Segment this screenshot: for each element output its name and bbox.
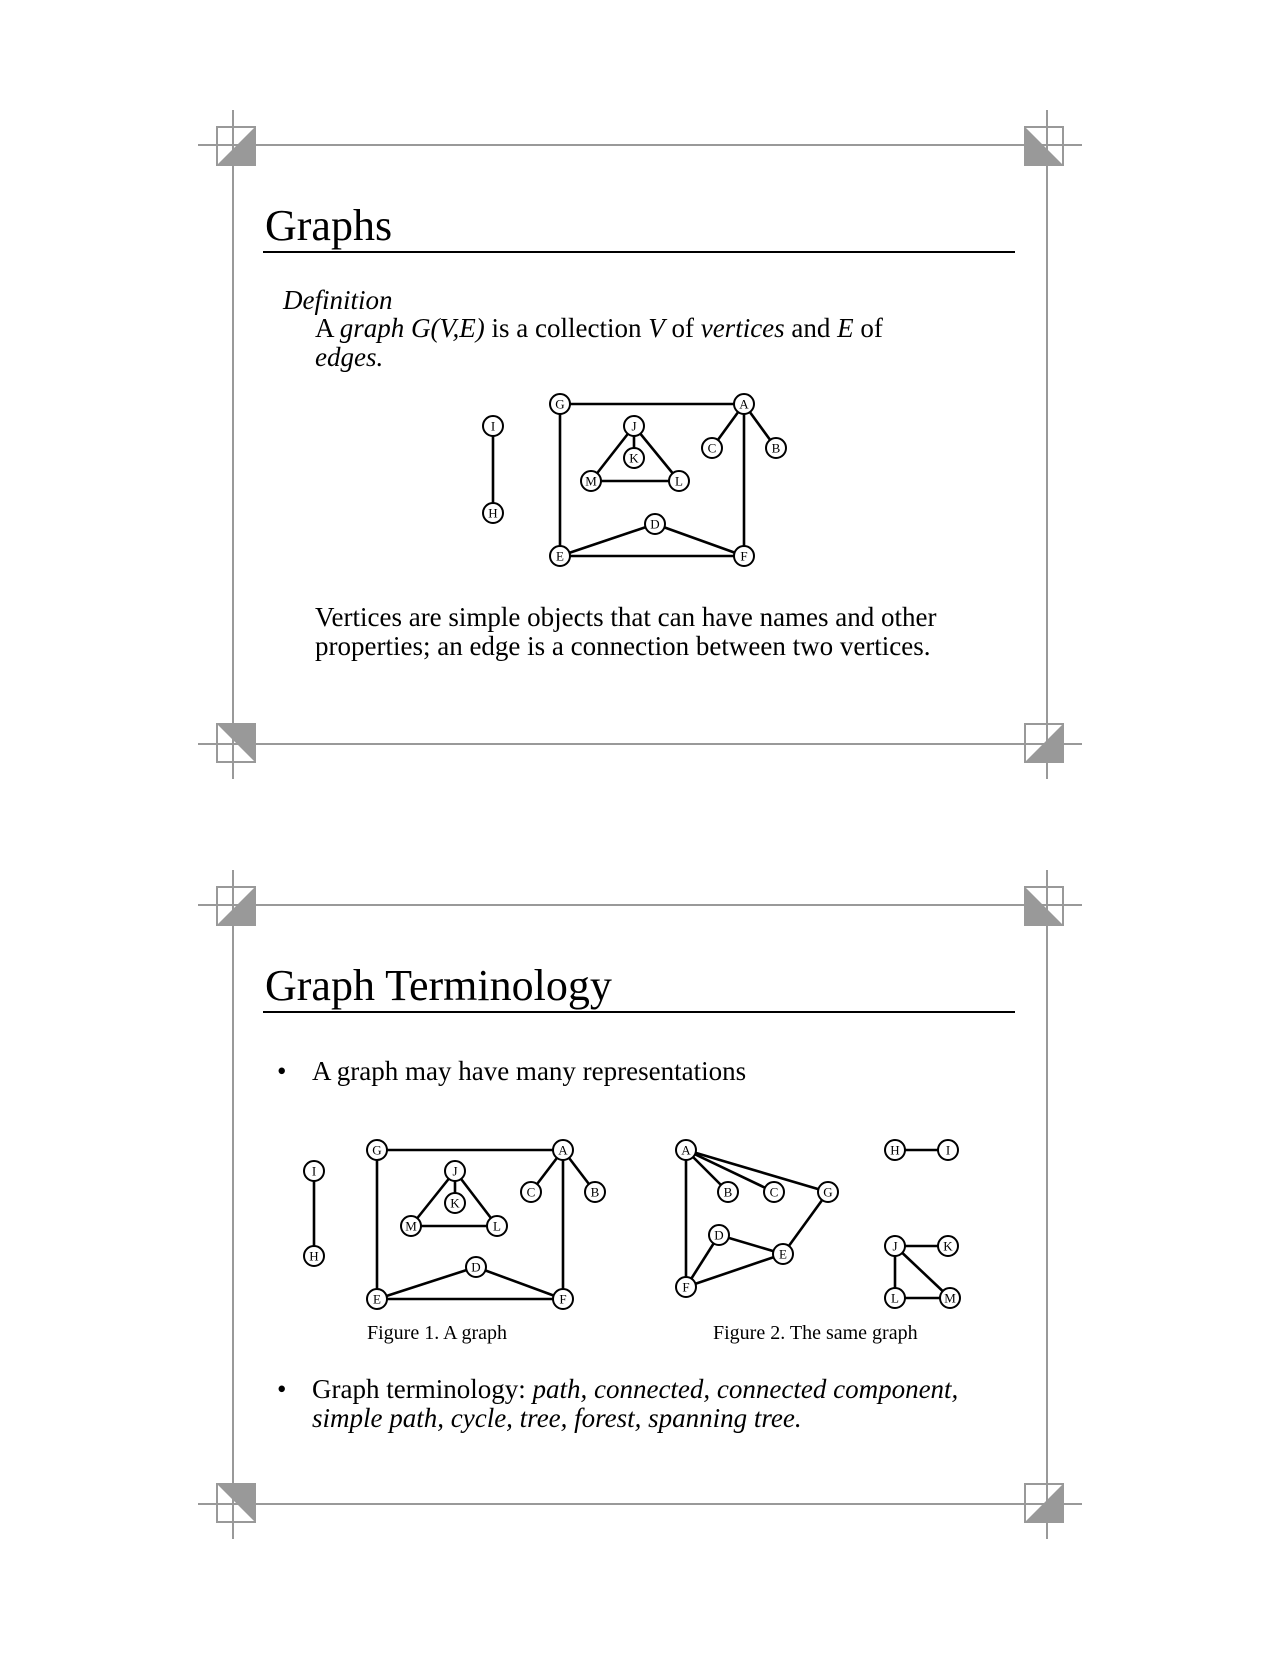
edge-e-d xyxy=(560,524,655,556)
vertex-label: M xyxy=(944,1290,956,1306)
def-word: of xyxy=(664,313,701,343)
slide-graph-terminology xyxy=(0,760,1280,1560)
vertex xyxy=(709,1225,729,1245)
bullet-marker: • xyxy=(277,1056,287,1086)
vertex xyxy=(550,394,570,414)
vertex-label: D xyxy=(714,1227,724,1243)
graph-diagram xyxy=(0,0,1280,800)
vertex-label: G xyxy=(372,1142,382,1158)
def-term-graph: graph G(V,E) xyxy=(339,313,485,343)
vertex-label: J xyxy=(452,1163,458,1179)
vertex-label: M xyxy=(405,1218,417,1234)
vertex-label: J xyxy=(892,1238,898,1254)
def-word: of xyxy=(853,313,883,343)
page-title: Graphs xyxy=(265,201,393,250)
vertex-label: K xyxy=(629,450,639,466)
vertex xyxy=(764,1182,784,1202)
vertex xyxy=(445,1193,465,1213)
vertex-label: F xyxy=(740,548,748,564)
vertex xyxy=(550,546,570,566)
vertex xyxy=(487,1216,507,1236)
vertex xyxy=(885,1288,905,1308)
vertex xyxy=(676,1140,696,1160)
vertex xyxy=(885,1140,905,1160)
terminology-lead: Graph terminology: xyxy=(312,1374,533,1404)
edge-f-e xyxy=(686,1254,783,1287)
vertex xyxy=(367,1140,387,1160)
vertex-label: E xyxy=(373,1291,381,1307)
vertex xyxy=(766,438,786,458)
def-term-e: E xyxy=(837,313,854,343)
graph-edges xyxy=(686,1150,950,1298)
figure-2-graph xyxy=(676,1140,960,1308)
vertex xyxy=(734,546,754,566)
vertex-label: A xyxy=(739,396,749,412)
vertex xyxy=(304,1161,324,1181)
vertex xyxy=(718,1182,738,1202)
slide-graphs xyxy=(0,0,1280,800)
vertex-label: L xyxy=(891,1290,899,1306)
vertex xyxy=(483,503,503,523)
vertex-label: D xyxy=(650,516,660,532)
vertex-label: E xyxy=(556,548,564,564)
vertex-label: K xyxy=(450,1195,460,1211)
vertex-label: H xyxy=(488,505,498,521)
vertex xyxy=(702,438,722,458)
vertex xyxy=(669,471,689,491)
vertex-label: H xyxy=(890,1142,900,1158)
vertex-label: C xyxy=(526,1184,536,1200)
vertex-label: C xyxy=(707,440,717,456)
vertex xyxy=(940,1288,960,1308)
vertex xyxy=(445,1161,465,1181)
def-term-v: V xyxy=(648,313,665,343)
vertex-label: G xyxy=(823,1184,833,1200)
vertex-label: I xyxy=(490,418,496,434)
vertex xyxy=(304,1246,324,1266)
edge-d-f xyxy=(655,524,744,556)
vertex-label: B xyxy=(771,440,781,456)
definition-line-2: edges. xyxy=(315,342,384,372)
vertex-label: I xyxy=(945,1142,951,1158)
vertex xyxy=(401,1216,421,1236)
def-word: and xyxy=(784,313,838,343)
vertex xyxy=(645,514,665,534)
vertex xyxy=(676,1277,696,1297)
def-word: is a collection xyxy=(484,313,649,343)
vertex-label: B xyxy=(723,1184,733,1200)
vertex-label: F xyxy=(559,1291,567,1307)
vertex-label: C xyxy=(769,1184,779,1200)
vertex xyxy=(367,1289,387,1309)
vertex-label: B xyxy=(590,1184,600,1200)
terminology-terms: path, connected, connected component, xyxy=(532,1374,959,1404)
graph-vertices xyxy=(304,1140,605,1309)
vertex xyxy=(521,1182,541,1202)
vertex-label: G xyxy=(555,396,565,412)
edge-d-f xyxy=(476,1267,563,1299)
def-term-vertices: vertices xyxy=(700,313,785,343)
vertex-label: A xyxy=(558,1142,568,1158)
figure-2-caption: Figure 2. The same graph xyxy=(713,1322,918,1344)
vertex xyxy=(885,1236,905,1256)
vertex xyxy=(553,1289,573,1309)
vertex xyxy=(938,1140,958,1160)
vertex xyxy=(938,1236,958,1256)
vertex-label: F xyxy=(682,1279,690,1295)
definition-label: Definition xyxy=(283,285,393,315)
vertex xyxy=(624,416,644,436)
bullet-item-representations: A graph may have many representations xyxy=(312,1056,747,1086)
vertex xyxy=(818,1182,838,1202)
body-text-line-1: Vertices are simple objects that can have names and other xyxy=(315,602,937,632)
bullet-marker: • xyxy=(277,1374,287,1404)
vertex-label: I xyxy=(311,1163,317,1179)
vertex-label: E xyxy=(779,1246,787,1262)
vertex xyxy=(466,1257,486,1277)
vertex-label: L xyxy=(675,473,683,489)
vertex xyxy=(773,1244,793,1264)
figure-1-graph xyxy=(304,1140,605,1309)
vertex-label: D xyxy=(471,1259,481,1275)
vertex xyxy=(585,1182,605,1202)
vertex-label: M xyxy=(585,473,597,489)
edge-e-d xyxy=(377,1267,476,1299)
edge-g-e xyxy=(783,1192,828,1254)
terminology-terms-line-2: simple path, cycle, tree, forest, spanning tree. xyxy=(312,1403,802,1433)
figure-1-caption: Figure 1. A graph xyxy=(367,1322,507,1344)
vertex-label: H xyxy=(309,1248,319,1264)
vertex xyxy=(624,448,644,468)
vertex-label: L xyxy=(493,1218,501,1234)
bullet-item-terminology xyxy=(312,1375,958,1404)
vertex xyxy=(581,471,601,491)
graph-figures xyxy=(0,760,1280,1560)
vertex-label: K xyxy=(943,1238,953,1254)
vertex-label: J xyxy=(631,418,637,434)
vertex xyxy=(734,394,754,414)
def-word: A xyxy=(315,313,340,343)
vertex xyxy=(483,416,503,436)
vertex-label: A xyxy=(681,1142,691,1158)
body-text-line-2: properties; an edge is a connection between two vertices. xyxy=(315,631,931,661)
vertex xyxy=(553,1140,573,1160)
page-title: Graph Terminology xyxy=(265,961,612,1010)
